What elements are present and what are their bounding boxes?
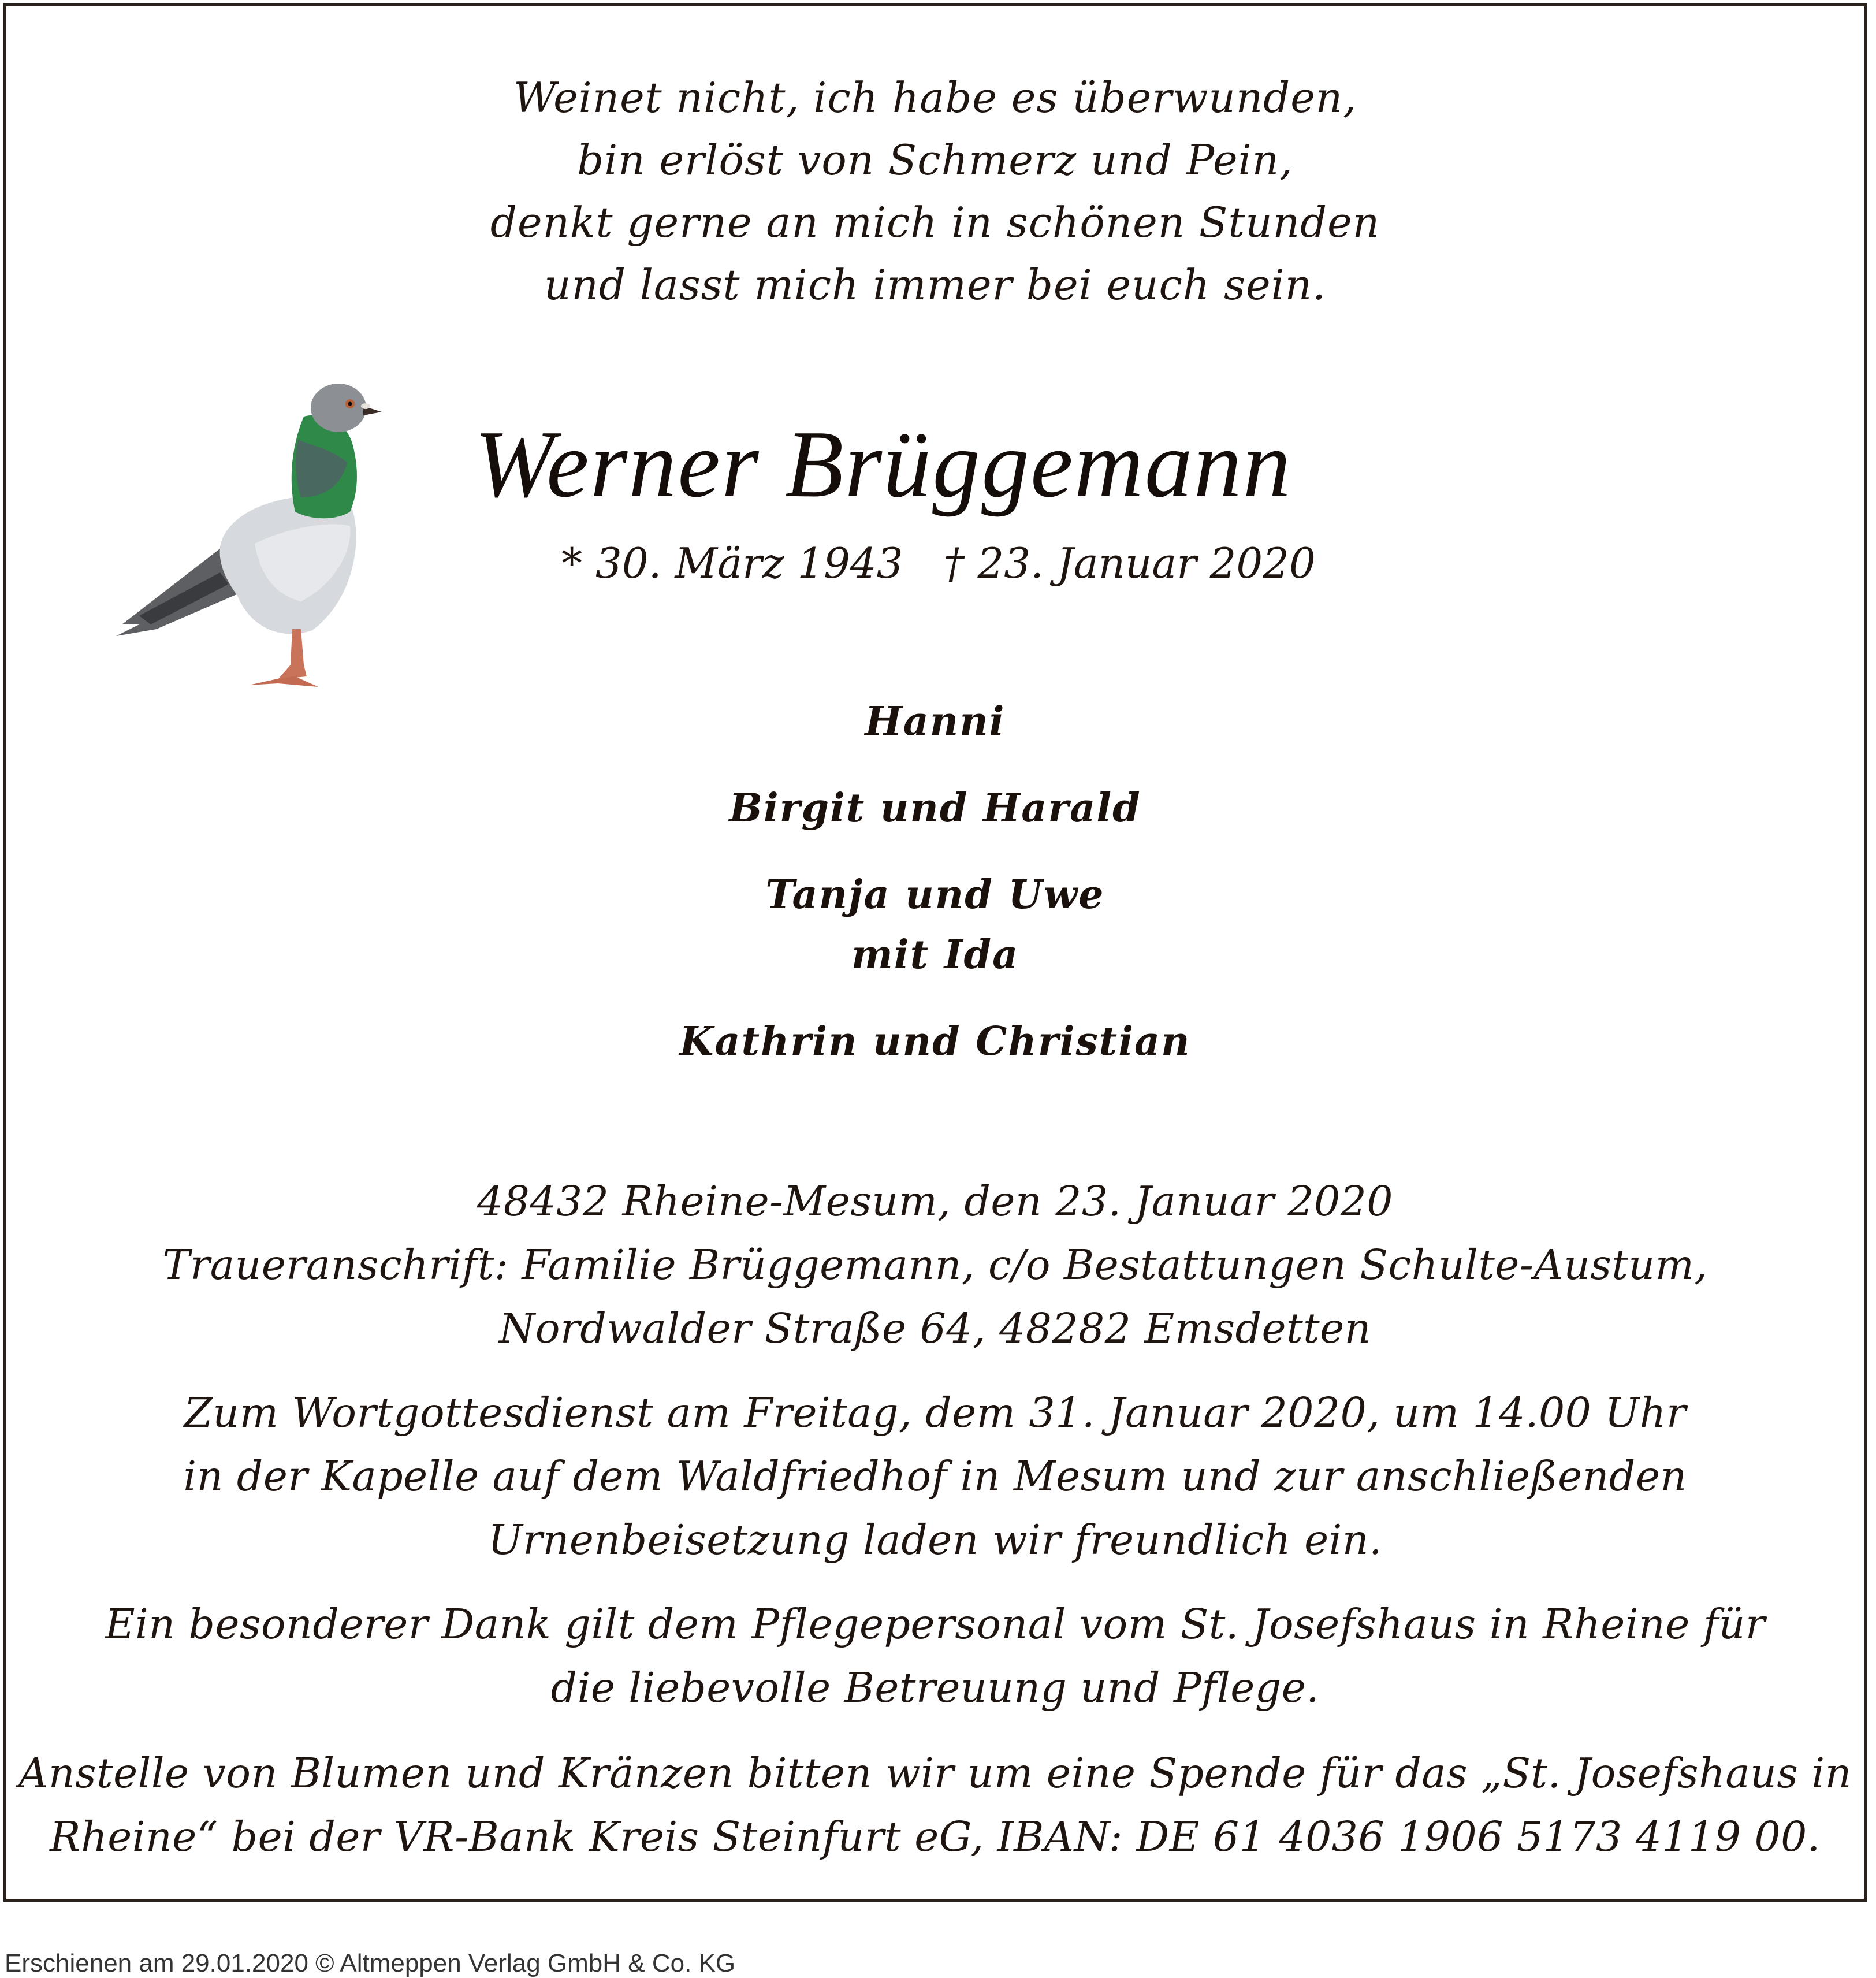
address-line: Nordwalder Straße 64, 48282 Emsdetten <box>499 1304 1371 1352</box>
publication-footer: Erschienen am 29.01.2020 © Altmeppen Verlag GmbH & Co. KG <box>5 1949 736 1977</box>
pigeon-icon <box>105 353 463 711</box>
thanks-line: die liebevolle Betreuung und Pflege. <box>550 1664 1320 1712</box>
poem-line: bin erlöst von Schmerz und Pein, <box>577 136 1293 184</box>
mourner-kathrin-christian: Kathrin und Christian <box>679 1018 1191 1065</box>
thanks-line: Ein besonderer Dank gilt dem Pflegepersonal vom St. Josefshaus in Rheine für <box>105 1600 1766 1648</box>
poem-line: Weinet nicht, ich habe es überwunden, <box>513 73 1357 122</box>
service-line: Urnenbeisetzung laden wir freundlich ein. <box>487 1516 1383 1564</box>
donation-block <box>6 1742 1864 1869</box>
life-dates <box>6 534 1864 592</box>
birth-date: * 30. März 1943 <box>561 539 903 588</box>
donation-line: Rheine“ bei der VR-Bank Kreis Steinfurt eG, IBAN: DE 61 4036 1906 5173 4119 00. <box>50 1813 1821 1861</box>
poem-line: denkt gerne an mich in schönen Stunden <box>490 198 1380 247</box>
service-line: Zum Wortgottesdienst am Freitag, dem 31. Januar 2020, um 14.00 Uhr <box>184 1389 1687 1437</box>
mourner-ida: mit Ida <box>851 932 1019 978</box>
death-date: † 23. Januar 2020 <box>943 539 1316 588</box>
address-block <box>6 1170 1864 1360</box>
deceased-name: Werner Brüggemann <box>474 411 1292 517</box>
address-line: 48432 Rheine-Mesum, den 23. Januar 2020 <box>477 1177 1393 1225</box>
donation-line: Anstelle von Blumen und Kränzen bitten wir um eine Spende für das „St. Josefshaus in <box>18 1749 1852 1797</box>
service-block <box>6 1381 1864 1572</box>
mourner-tanja-uwe: Tanja und Uwe <box>765 872 1105 918</box>
address-line: Traueranschrift: Familie Brüggemann, c/o Bestattungen Schulte-Austum, <box>162 1241 1708 1289</box>
mourner-hanni: Hanni <box>865 698 1006 745</box>
service-line: in der Kapelle auf dem Waldfriedhof in Mesum und zur anschließenden <box>183 1452 1687 1500</box>
mourner-birgit-harald: Birgit und Harald <box>729 785 1141 831</box>
obituary-frame <box>3 3 1867 1902</box>
poem <box>6 66 1864 316</box>
thanks-block <box>6 1593 1864 1720</box>
poem-line: und lasst mich immer bei euch sein. <box>544 261 1326 309</box>
